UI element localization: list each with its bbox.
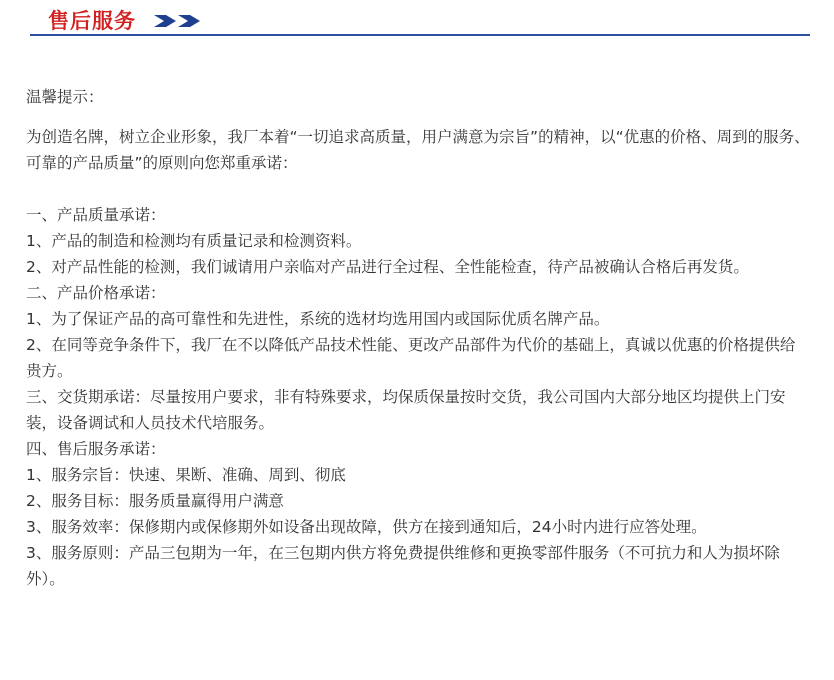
header-divider: [30, 34, 810, 36]
list-item: 1、产品的制造和检测均有质量记录和检测资料。: [26, 232, 362, 250]
list-item: 3、服务原则：产品三包期为一年，在三包期内供方将免费提供维修和更换零部件服务（不可抗力和人为损坏除外）。: [26, 544, 780, 588]
section-price-title: 二、产品价格承诺：: [26, 284, 166, 302]
list-item: 2、在同等竞争条件下，我厂在不以降低产品技术性能、更改产品部件为代价的基础上，真诚以优惠的价格提供给贵方。: [26, 336, 796, 380]
list-item: 1、为了保证产品的高可靠性和先进性，系统的选材均选用国内或国际优质名牌产品。: [26, 310, 610, 328]
section-quality-title: 一、产品质量承诺：: [26, 206, 166, 224]
tip-heading: 温馨提示：: [26, 88, 104, 106]
section-service-title: 四、售后服务承诺：: [26, 440, 166, 458]
page-title: 售后服务: [48, 9, 136, 33]
intro-paragraph: 为创造名牌，树立企业形象，我厂本着“一切追求高质量，用户满意为宗旨”的精神，以“优惠的价格、周到的服务、可靠的产品质量”的原则向您郑重承诺：: [26, 128, 810, 172]
section-header: [30, 6, 810, 36]
list-item: 2、服务目标：服务质量赢得用户满意: [26, 492, 284, 510]
double-arrow-icon: [154, 12, 206, 30]
list-item: 3、服务效率：保修期内或保修期外如设备出现故障，供方在接到通知后，24小时内进行应答处理。: [26, 518, 707, 536]
list-item: 2、对产品性能的检测，我们诚请用户亲临对产品进行全过程、全性能检查，待产品被确认合格后再发货。: [26, 258, 749, 276]
article-body: [26, 84, 810, 592]
section-delivery-text: 三、交货期承诺：尽量按用户要求，非有特殊要求，均保质保量按时交货，我公司国内大部分地区均提供上门安装，设备调试和人员技术代培服务。: [26, 388, 786, 432]
list-item: 1、服务宗旨：快速、果断、准确、周到、彻底: [26, 466, 346, 484]
